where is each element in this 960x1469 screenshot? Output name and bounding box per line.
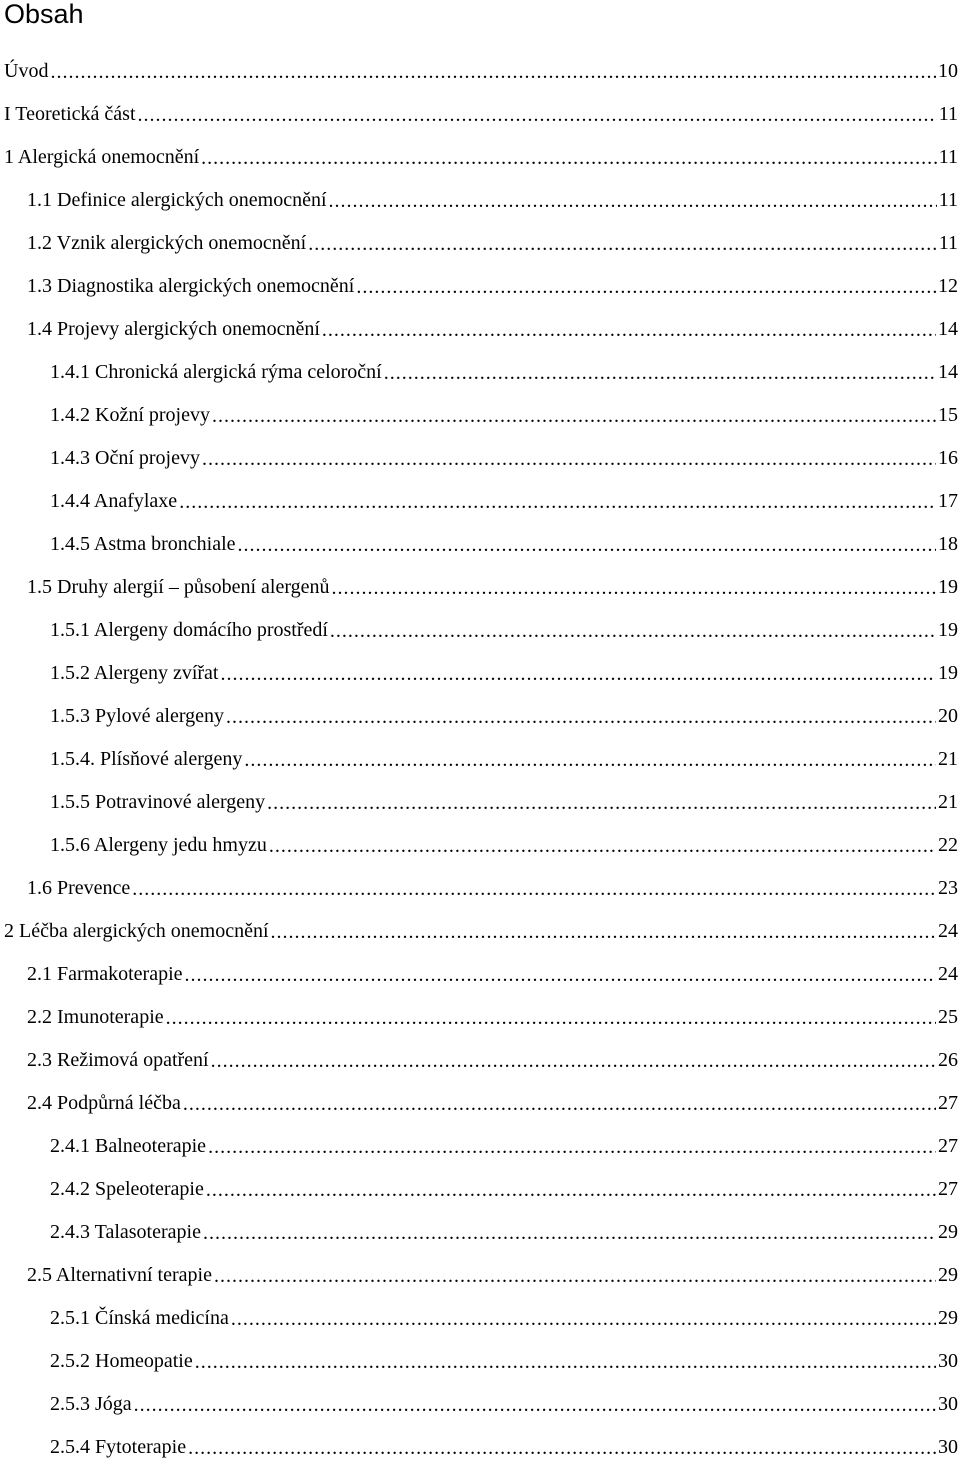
toc-entry[interactable] [0, 136, 960, 179]
toc-entry-page-number[interactable]: 20 [938, 705, 958, 727]
toc-entry-page-number[interactable]: 16 [938, 447, 958, 469]
toc-entry-label[interactable]: 1 Alergická onemocnění [4, 146, 200, 168]
dot-leader [179, 490, 936, 514]
toc-entry-label[interactable]: 2.4.3 Talasoterapie [50, 1221, 201, 1243]
toc-entry-page-number[interactable]: 21 [938, 748, 958, 770]
toc-entry-page-number[interactable]: 21 [938, 791, 958, 813]
toc-entry-page-number[interactable]: 29 [938, 1307, 958, 1329]
toc-entry-page-number[interactable]: 10 [938, 60, 958, 82]
toc-entry[interactable] [0, 824, 960, 867]
dot-leader [203, 1221, 936, 1245]
toc-entry-label[interactable]: 1.4.3 Oční projevy [50, 447, 200, 469]
toc-entry-page-number[interactable]: 19 [938, 662, 958, 684]
toc-entry[interactable] [0, 1082, 960, 1125]
toc-entry[interactable] [0, 265, 960, 308]
toc-entry-page-number[interactable]: 30 [938, 1350, 958, 1372]
toc-entry[interactable] [0, 394, 960, 437]
dot-leader [208, 1135, 936, 1159]
toc-entry-page-number[interactable]: 26 [938, 1049, 958, 1071]
dot-leader [269, 834, 936, 858]
dot-leader [214, 1264, 936, 1288]
toc-entry-label[interactable]: 1.4.2 Kožní projevy [50, 404, 210, 426]
toc-entry-label[interactable]: 1.4 Projevy alergických onemocnění [27, 318, 320, 340]
toc-entry[interactable] [0, 867, 960, 910]
toc-entry[interactable] [0, 1383, 960, 1426]
dot-leader [201, 146, 937, 170]
toc-entry-label[interactable]: 1.3 Diagnostika alergických onemocnění [27, 275, 355, 297]
toc-entry-page-number[interactable]: 29 [938, 1221, 958, 1243]
dot-leader [308, 232, 937, 256]
dot-leader [50, 60, 936, 84]
toc-entry[interactable] [0, 351, 960, 394]
toc-entry-page-number[interactable]: 11 [938, 103, 958, 125]
dot-leader [384, 361, 936, 385]
toc-entry-page-number[interactable]: 11 [938, 146, 958, 168]
toc-entry-page-number[interactable]: 14 [938, 361, 958, 383]
toc-entry-label[interactable]: 1.2 Vznik alergických onemocnění [27, 232, 307, 254]
toc-entry[interactable] [0, 308, 960, 351]
toc-entry-page-number[interactable]: 29 [938, 1264, 958, 1286]
toc-entry[interactable] [0, 1168, 960, 1211]
dot-leader [202, 447, 936, 471]
toc-entry-label[interactable]: 1.1 Definice alergických onemocnění [27, 189, 327, 211]
dot-leader [188, 1436, 936, 1460]
toc-entry-page-number[interactable]: 27 [938, 1178, 958, 1200]
toc-entry[interactable] [0, 1254, 960, 1297]
toc-entry-label[interactable]: Úvod [4, 60, 49, 82]
dot-leader [138, 103, 937, 127]
toc-entry[interactable] [0, 523, 960, 566]
toc-entry-label[interactable]: 2.3 Režimová opatření [27, 1049, 209, 1071]
toc-entry-label[interactable]: 1.4.1 Chronická alergická rýma celoroční [50, 361, 382, 383]
toc-entry[interactable] [0, 996, 960, 1039]
toc-entry-page-number[interactable]: 25 [938, 1006, 958, 1028]
toc-entry-label[interactable]: 1.5.1 Alergeny domácího prostředí [50, 619, 328, 641]
toc-entry-page-number[interactable]: 27 [938, 1092, 958, 1114]
toc-entry-label[interactable]: 2 Léčba alergických onemocnění [4, 920, 269, 942]
toc-entry-label[interactable]: 2.1 Farmakoterapie [27, 963, 183, 985]
toc-entry-page-number[interactable]: 19 [938, 619, 958, 641]
toc-entry-page-number[interactable]: 23 [938, 877, 958, 899]
dot-leader [322, 318, 936, 342]
toc-entry-label[interactable]: 2.4 Podpůrná léčba [27, 1092, 181, 1114]
toc-entry-page-number[interactable]: 18 [938, 533, 958, 555]
toc-entry[interactable] [0, 179, 960, 222]
page-title: Obsah [4, 0, 84, 29]
toc-entry-page-number[interactable]: 11 [938, 189, 958, 211]
toc-entry-label[interactable]: 1.6 Prevence [27, 877, 131, 899]
toc-entry-label[interactable]: 1.5.4. Plísňové alergeny [50, 748, 243, 770]
dot-leader [132, 877, 936, 901]
toc-entry[interactable] [0, 1039, 960, 1082]
toc-entry-page-number[interactable]: 22 [938, 834, 958, 856]
toc-entry-label[interactable]: 2.5.1 Čínská medicína [50, 1307, 229, 1329]
dot-leader [211, 1049, 936, 1073]
toc-entry-label[interactable]: 2.5.4 Fytoterapie [50, 1436, 187, 1458]
toc-entry-label[interactable]: 2.2 Imunoterapie [27, 1006, 164, 1028]
toc-entry-page-number[interactable]: 14 [938, 318, 958, 340]
dot-leader [166, 1006, 936, 1030]
toc-entry[interactable] [0, 566, 960, 609]
toc-entry-label[interactable]: 2.4.1 Balneoterapie [50, 1135, 207, 1157]
toc-entry[interactable] [0, 738, 960, 781]
toc-entry-page-number[interactable]: 17 [938, 490, 958, 512]
toc-entry[interactable] [0, 1426, 960, 1469]
toc-entry-label[interactable]: I Teoretická část [4, 103, 136, 125]
toc-entry-page-number[interactable]: 11 [938, 232, 958, 254]
toc-entry-label[interactable]: 1.5.2 Alergeny zvířat [50, 662, 219, 684]
toc-entry[interactable] [0, 1297, 960, 1340]
dot-leader [244, 748, 936, 772]
dot-leader [206, 1178, 936, 1202]
toc-entry[interactable] [0, 781, 960, 824]
dot-leader [231, 1307, 936, 1331]
dot-leader [271, 920, 936, 944]
toc-entry[interactable] [0, 910, 960, 953]
dot-leader [267, 791, 936, 815]
toc-entry[interactable] [0, 437, 960, 480]
dot-leader [226, 705, 936, 729]
toc-entry-page-number[interactable]: 19 [938, 576, 958, 598]
dot-leader [220, 662, 936, 686]
dot-leader [212, 404, 936, 428]
dot-leader [185, 963, 937, 987]
toc-entry-label[interactable]: 2.4.2 Speleoterapie [50, 1178, 204, 1200]
toc-entry-label[interactable]: 1.5.3 Pylové alergeny [50, 705, 225, 727]
toc-entry-page-number[interactable]: 12 [938, 275, 958, 297]
toc-entry[interactable] [0, 1340, 960, 1383]
toc-entry[interactable] [0, 480, 960, 523]
toc-entry[interactable] [0, 609, 960, 652]
toc-entry-page-number[interactable]: 30 [938, 1436, 958, 1458]
dot-leader [332, 576, 936, 600]
toc-entry-page-number[interactable]: 24 [938, 920, 958, 942]
toc-entry-page-number[interactable]: 15 [938, 404, 958, 426]
dot-leader [134, 1393, 936, 1417]
toc-entry-page-number[interactable]: 30 [938, 1393, 958, 1415]
table-of-contents [0, 50, 960, 1469]
toc-entry[interactable] [0, 222, 960, 265]
toc-entry[interactable] [0, 652, 960, 695]
dot-leader [183, 1092, 936, 1116]
toc-entry-page-number[interactable]: 24 [938, 963, 958, 985]
toc-entry[interactable] [0, 1211, 960, 1254]
toc-entry-page-number[interactable]: 27 [938, 1135, 958, 1157]
dot-leader [330, 619, 936, 643]
toc-entry-label[interactable]: 1.4.5 Astma bronchiale [50, 533, 236, 555]
toc-entry[interactable] [0, 93, 960, 136]
toc-entry-label[interactable]: 1.5.6 Alergeny jedu hmyzu [50, 834, 267, 856]
toc-entry[interactable] [0, 953, 960, 996]
toc-entry[interactable] [0, 1125, 960, 1168]
toc-entry[interactable] [0, 695, 960, 738]
toc-entry-label[interactable]: 1.4.4 Anafylaxe [50, 490, 178, 512]
dot-leader [238, 533, 936, 557]
toc-entry[interactable] [0, 50, 960, 93]
toc-entry-label[interactable]: 2.5.2 Homeopatie [50, 1350, 193, 1372]
toc-entry-label[interactable]: 2.5.3 Jóga [50, 1393, 132, 1415]
dot-leader [195, 1350, 936, 1374]
toc-entry-label[interactable]: 1.5.5 Potravinové alergeny [50, 791, 266, 813]
toc-entry-label[interactable]: 1.5 Druhy alergií – působení alergenů [27, 576, 330, 598]
toc-entry-label[interactable]: 2.5 Alternativní terapie [27, 1264, 212, 1286]
dot-leader [356, 275, 936, 299]
dot-leader [329, 189, 937, 213]
